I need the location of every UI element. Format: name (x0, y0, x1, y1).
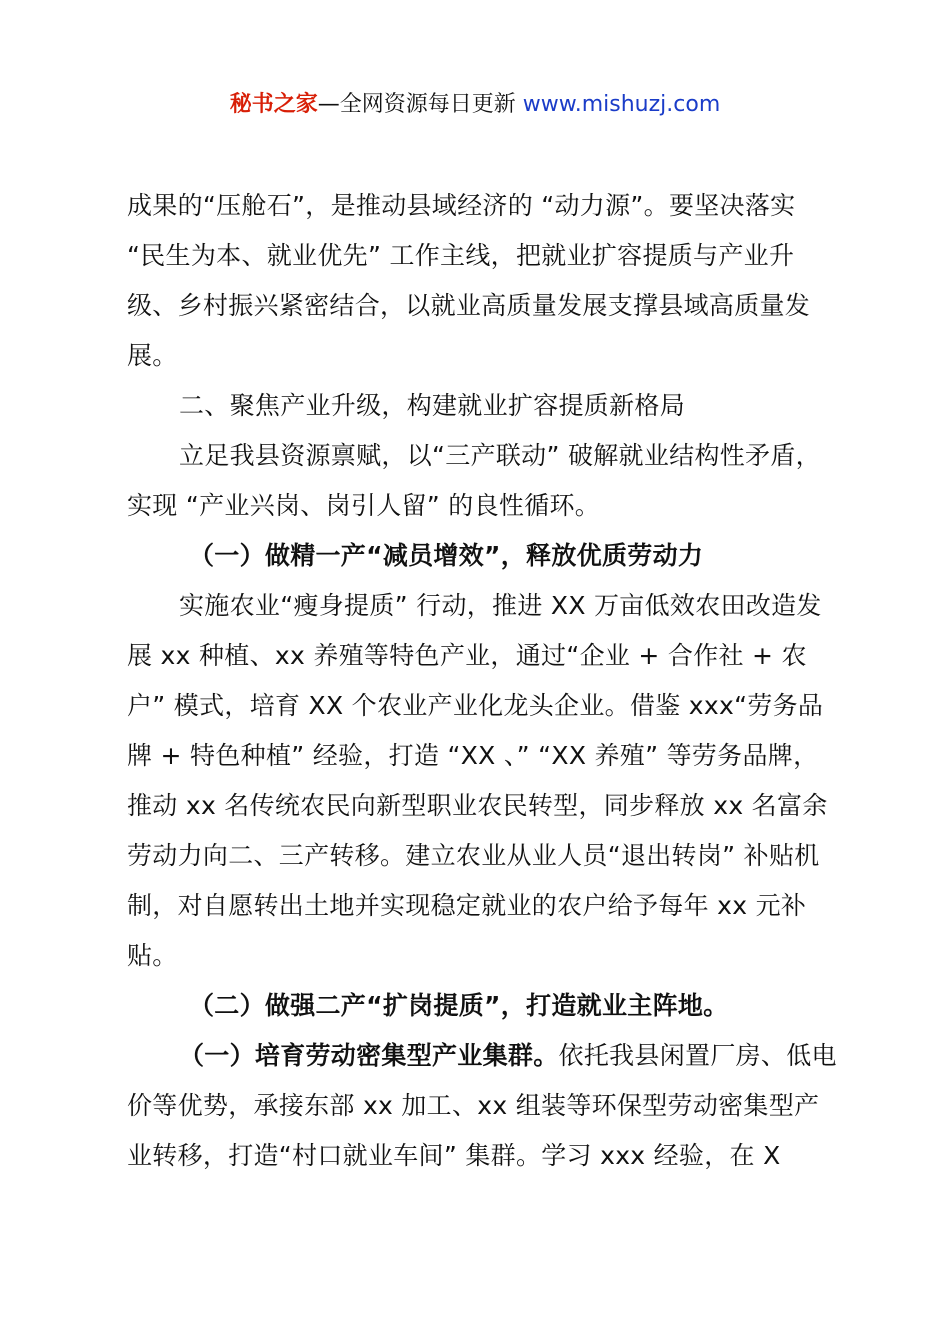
paragraph-labor-cluster-text: 依托我县闲置厂房、低电价等优势，承接东部 xx 加工、xx 组装等环保型劳动密集型产业转移，打造“村口就业车间” 集群。学习 xxx 经验，在 X (127, 1041, 837, 1170)
paragraph-lead-bold: （一）培育劳动密集型产业集群。 (179, 1041, 559, 1070)
subheading-secondary-industry: （二）做强二产“扩岗提质”，打造就业主阵地。 (189, 991, 729, 1020)
document-body (127, 181, 839, 1181)
paragraph-labor-cluster (127, 1031, 839, 1181)
header-tagline: —全网资源每日更新 (317, 92, 523, 117)
site-header (0, 88, 950, 122)
section-heading-2: 二、聚焦产业升级，构建就业扩容提质新格局 (179, 391, 686, 420)
paragraph-section-2-intro: 立足我县资源禀赋，以“三产联动” 破解就业结构性矛盾，实现 “产业兴岗、岗引人留” 的良性循环。 (127, 441, 821, 520)
paragraph-intro-continued: 成果的“压舱石”，是推动县域经济的 “动力源”。要坚决落实 “民生为本、就业优先” 工作主线，把就业扩容提质与产业升级、乡村振兴紧密结合，以就业高质量发展支撑县域高质量发展。 (127, 191, 811, 370)
subheading-primary-industry: （一）做精一产“减员增效”，释放优质劳动力 (189, 541, 704, 570)
header-url-link[interactable]: www.mishuzj.com (522, 92, 721, 117)
paragraph-primary-industry: 实施农业“瘦身提质” 行动，推进 XX 万亩低效农田改造发展 xx 种植、xx 养殖等特色产业，通过“企业 + 合作社 + 农户” 模式，培育 XX 个农业产业化龙头企业。借鉴 xxx“劳务品牌 + 特色种植” 经验，打造 “XX 、” “XX 养殖” 等劳务品牌，推动 xx 名传统农民向新型职业农民转型，同步释放 xx 名富余劳动力向二、三产转移。建立农业从业人员“退出转岗” 补贴机制，对自愿转出土地并实现稳定就业的农户给予每年 xx 元补贴。 (127, 591, 828, 970)
brand-name: 秘书之家 (229, 92, 318, 117)
